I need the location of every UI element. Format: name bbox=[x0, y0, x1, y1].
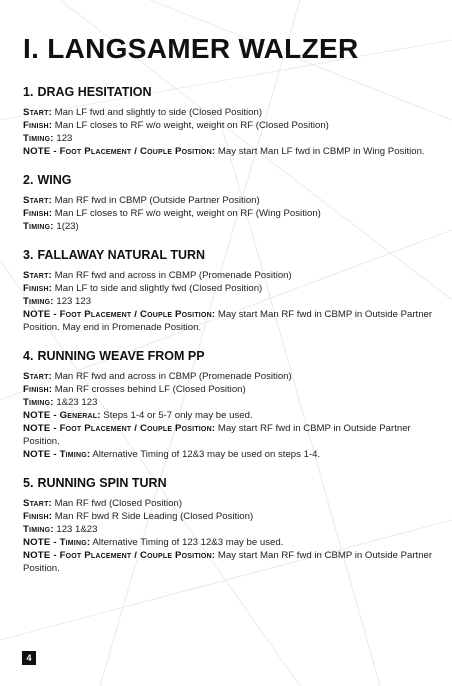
detail-label: Finish: bbox=[23, 283, 53, 294]
detail-label: Timing: bbox=[23, 133, 54, 144]
detail-text: Man LF closes to RF w/o weight, weight on RF (Wing Position) bbox=[54, 208, 321, 219]
figure-name: RUNNING SPIN TURN bbox=[37, 476, 167, 490]
figure-name: DRAG HESITATION bbox=[37, 85, 152, 99]
detail-label: NOTE - Timing: bbox=[23, 449, 91, 460]
page-title: I. LANGSAMER WALZER bbox=[23, 33, 359, 64]
figure-detail-line bbox=[23, 370, 433, 383]
figure-section bbox=[23, 172, 433, 233]
figure-detail-line bbox=[23, 295, 433, 308]
detail-text: Man RF fwd (Closed Position) bbox=[54, 498, 183, 509]
detail-text: 123 123 bbox=[56, 296, 92, 307]
detail-text: 123 bbox=[56, 133, 73, 144]
detail-text: Alternative Timing of 123 12&3 may be used. bbox=[92, 537, 284, 548]
detail-text: Alternative Timing of 12&3 may be used on steps 1-4. bbox=[92, 449, 321, 460]
figure-section bbox=[23, 247, 433, 334]
figure-number: 3. bbox=[23, 248, 34, 262]
figure-detail-line bbox=[23, 282, 433, 295]
detail-label: Start: bbox=[23, 498, 52, 509]
detail-label: Timing: bbox=[23, 221, 54, 232]
detail-label: NOTE - Foot Placement / Couple Position: bbox=[23, 309, 216, 320]
figure-section bbox=[23, 84, 433, 158]
page-number: 4 bbox=[22, 651, 36, 665]
detail-text: Man RF bwd R Side Leading (Closed Position) bbox=[54, 511, 254, 522]
detail-text: 123 1&23 bbox=[56, 524, 98, 535]
figure-name: FALLAWAY NATURAL TURN bbox=[37, 248, 206, 262]
figure-heading bbox=[23, 84, 433, 100]
figure-detail-line bbox=[23, 497, 433, 510]
detail-label: NOTE - Foot Placement / Couple Position: bbox=[23, 550, 216, 561]
figure-detail-line bbox=[23, 422, 433, 448]
figure-detail-line bbox=[23, 119, 433, 132]
detail-text: May start Man RF fwd in CBMP in Outside Partner Position. May end in Promenade Position. bbox=[23, 309, 433, 333]
figure-detail-line bbox=[23, 308, 433, 334]
figure-heading bbox=[23, 247, 433, 263]
detail-text: Man RF fwd and across in CBMP (Promenade Position) bbox=[54, 270, 292, 281]
figure-detail-line bbox=[23, 145, 433, 158]
detail-label: Timing: bbox=[23, 524, 54, 535]
detail-label: Finish: bbox=[23, 208, 53, 219]
detail-label: Start: bbox=[23, 371, 52, 382]
figure-name: WING bbox=[37, 173, 72, 187]
detail-label: Finish: bbox=[23, 120, 53, 131]
figure-heading bbox=[23, 172, 433, 188]
detail-text: Steps 1-4 or 5-7 only may be used. bbox=[103, 410, 253, 421]
figure-detail-line bbox=[23, 220, 433, 233]
figure-detail-line bbox=[23, 409, 433, 422]
detail-label: NOTE - Foot Placement / Couple Position: bbox=[23, 423, 216, 434]
figure-sections bbox=[23, 84, 433, 575]
document-page bbox=[23, 32, 433, 589]
detail-text: May start RF fwd in CBMP in Outside Partner Position. bbox=[23, 423, 411, 447]
figure-number: 1. bbox=[23, 85, 34, 99]
detail-label: Start: bbox=[23, 270, 52, 281]
figure-number: 4. bbox=[23, 349, 34, 363]
detail-text: May start Man RF fwd in CBMP in Outside Partner Position. bbox=[23, 550, 433, 574]
figure-section bbox=[23, 348, 433, 461]
figure-heading bbox=[23, 475, 433, 491]
detail-label: Timing: bbox=[23, 397, 54, 408]
detail-text: May start Man LF fwd in CBMP in Wing Position. bbox=[217, 146, 425, 157]
figure-number: 5. bbox=[23, 476, 34, 490]
figure-detail-line bbox=[23, 383, 433, 396]
figure-name: RUNNING WEAVE FROM PP bbox=[37, 349, 205, 363]
figure-heading bbox=[23, 348, 433, 364]
figure-detail-line bbox=[23, 510, 433, 523]
detail-label: Timing: bbox=[23, 296, 54, 307]
detail-text: 1&23 123 bbox=[56, 397, 98, 408]
detail-label: Finish: bbox=[23, 511, 53, 522]
figure-detail-line bbox=[23, 194, 433, 207]
figure-section bbox=[23, 475, 433, 575]
detail-text: Man RF crosses behind LF (Closed Position) bbox=[54, 384, 246, 395]
detail-label: NOTE - Timing: bbox=[23, 537, 91, 548]
figure-detail-line bbox=[23, 448, 433, 461]
detail-label: Finish: bbox=[23, 384, 53, 395]
figure-detail-line bbox=[23, 106, 433, 119]
figure-number: 2. bbox=[23, 173, 34, 187]
detail-text: Man LF to side and slightly fwd (Closed Position) bbox=[54, 283, 263, 294]
figure-detail-line bbox=[23, 396, 433, 409]
detail-text: Man RF fwd and across in CBMP (Promenade Position) bbox=[54, 371, 292, 382]
figure-detail-line bbox=[23, 536, 433, 549]
detail-text: 1(23) bbox=[56, 221, 79, 232]
detail-text: Man LF fwd and slightly to side (Closed Position) bbox=[54, 107, 263, 118]
figure-detail-line bbox=[23, 207, 433, 220]
detail-text: Man RF fwd in CBMP (Outside Partner Position) bbox=[54, 195, 260, 206]
detail-label: NOTE - General: bbox=[23, 410, 101, 421]
detail-text: Man LF closes to RF w/o weight, weight on RF (Closed Position) bbox=[54, 120, 329, 131]
figure-detail-line bbox=[23, 269, 433, 282]
figure-detail-line bbox=[23, 549, 433, 575]
figure-detail-line bbox=[23, 132, 433, 145]
figure-detail-line bbox=[23, 523, 433, 536]
detail-label: NOTE - Foot Placement / Couple Position: bbox=[23, 146, 216, 157]
detail-label: Start: bbox=[23, 195, 52, 206]
detail-label: Start: bbox=[23, 107, 52, 118]
